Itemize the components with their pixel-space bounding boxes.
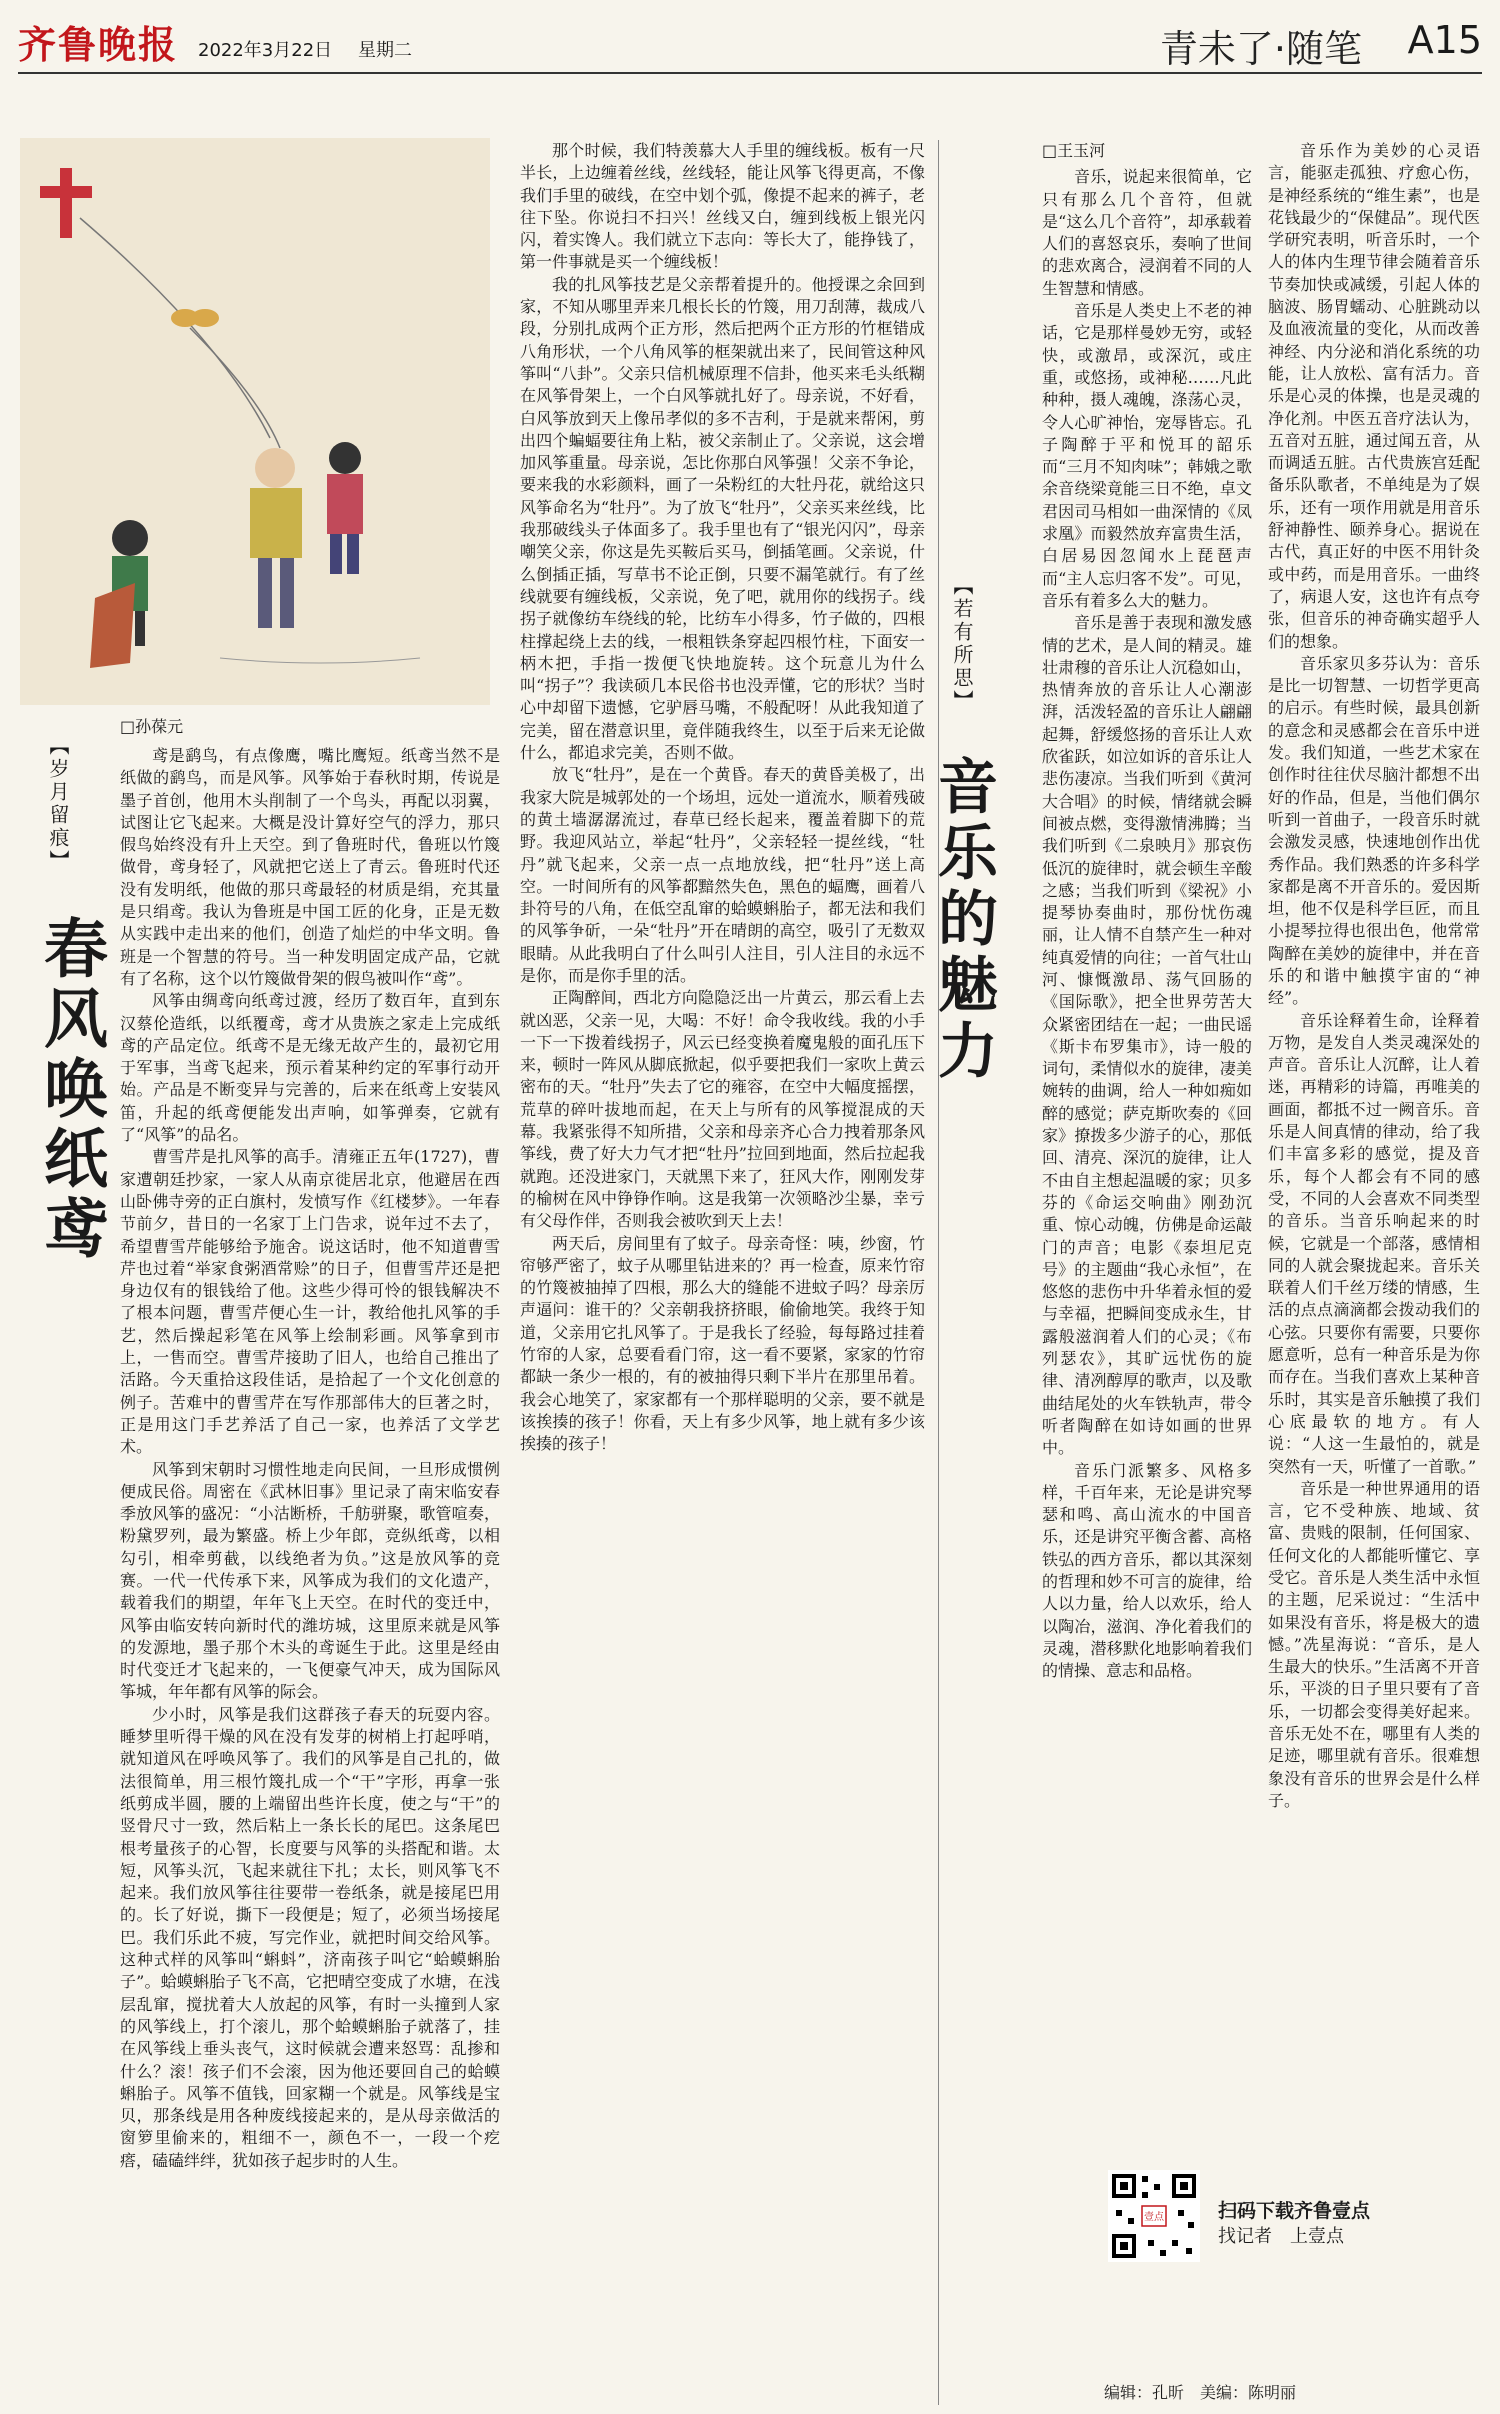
qr-reporter-label: 找记者 上壹点 bbox=[1218, 2226, 1344, 2247]
author-name: □孙葆元 bbox=[120, 717, 184, 736]
paragraph: 风筝到宋朝时习惯性地走向民间，一旦形成惯例便成民俗。周密在《武林旧事》里记录了南宋临安春季放风筝的盛况：“小沽断桥，千舫骈聚，歌管喧奏，粉黛罗列，最为繁盛。桥上少年郎，竞纵纸鸢，以相勾引，相牵剪截，以线绝者为负。”这是放风筝的竞赛。一代一代传承下来，风筝成为我们的文化遗产，载着我们的期望，年年飞上天空。在时代的变迁中，风筝由临安转向新时代的潍坊城，这里原来就是风筝的发源地，墨子那个木头的鸢诞生于此。这里是经由时代变迁才飞起来的，一飞便豪气冲天，成为国际风筝城，年年都有风筝的际会。 bbox=[120, 1459, 500, 1702]
article1-col1 bbox=[120, 745, 500, 2405]
editors-credit: 编辑：孔昕 美编：陈明丽 bbox=[1104, 2383, 1297, 2402]
column-divider bbox=[938, 140, 939, 2405]
paragraph: 两天后，房间里有了蚊子。母亲奇怪：咦，纱窗，竹帘够严密了，蚊子从哪里钻进来的？再一检查，原来竹帘的竹篾被抽掉了四根，那么大的缝能不进蚊子吗？母亲厉声逼问：谁干的？父亲朝我挤挤眼，偷偷地笑。我终于知道，父亲用它扎风筝了。于是我长了经验，每每路过挂着竹帘的人家，总要看看门帘，这一看不要紧，家家的竹帘都缺一条少一根的，有的被抽得只剩下半片在那里吊着。我会心地笑了，家家都有一个那样聪明的父亲，要不就是该挨揍的孩子！你看，天上有多少风筝，地上就有多少该挨揍的孩子！ bbox=[520, 1233, 925, 1454]
paragraph: 正陶醉间，西北方向隐隐泛出一片黄云，那云看上去就凶恶，父亲一见，大喝：不好！命令我收线。我的小手一下一下拨着线拐子，风云已经变换着魔鬼般的面孔压下来，顿时一阵风从脚底掀起，似乎要把我们一家吹上黄云密布的天。“牡丹”失去了它的雍容，在空中大幅度摇摆，荒草的碎叶拔地而起，在天上与所有的风筝搅混成的天幕。我紧张得不知所措，父亲和母亲齐心合力拽着那条风筝线，费了好大力气才把“牡丹”拉回到地面，然后拉起我就跑。还没进家门，天就黑下来了，狂风大作，刚刚发芽的榆树在风中铮铮作响。这是我第一次领略沙尘暴，幸亏有父母作伴，否则我会被吹到天上去！ bbox=[520, 988, 925, 1231]
page-header bbox=[18, 10, 1482, 70]
paragraph: 音乐诠释着生命，诠释着万物，是发自人类灵魂深处的声音。音乐让人沉醉，让人着迷，再精彩的诗篇，再唯美的画面，都抵不过一阙音乐。音乐是人间真情的律动，给了我们丰富多彩的感觉，提及音乐，每个人都会有不同的感受，不同的人会喜欢不同类型的音乐。当音乐响起来的时候，它就是一个部落，感情相同的人就会聚拢起来。音乐关联着人们千丝万缕的情感，生活的点点滴滴都会拨动我们的心弦。只要你有需要，只要你愿意听，总有一种音乐是为你而存在。当我们喜欢上某种音乐时，其实是音乐触摸了我们心底最软的地方。有人说：“人这一生最怕的，就是突然有一天，听懂了一首歌。” bbox=[1268, 1010, 1480, 1476]
qr-code-icon[interactable] bbox=[1108, 2170, 1200, 2262]
author-byline bbox=[120, 716, 500, 738]
article-title: 音乐的魅力 bbox=[928, 755, 998, 1085]
paragraph: 鸢是鹞鸟，有点像鹰，嘴比鹰短。纸鸢当然不是纸做的鹞鸟，而是风筝。风筝始于春秋时期，传说是墨子首创，他用木头削制了一个鸟头，再配以羽翼，试图让它飞起来。大概是没计算好空气的浮力，那只假鸟始终没有升上天空。到了鲁班时代，鲁班以竹篾做骨，鸢身轻了，风就把它送上了青云。鲁班时代还没有发明纸，他做的那只鸢最轻的材质是绢，充其量是只绢鸢。我认为鲁班是中国工匠的化身，正是无数从实践中走出来的他们，创造了灿烂的中华文明。鲁班是一个智慧的符号。当一种发明固定成产品，它就有了名称，这个以竹篾做骨架的假鸟被叫作“鸢”。 bbox=[120, 746, 500, 988]
article2-col2 bbox=[1268, 140, 1480, 2130]
qr-download-label: 扫码下载齐鲁壹点 bbox=[1218, 2200, 1371, 2222]
paragraph: 音乐是一种世界通用的语言，它不受种族、地域、贫富、贵贱的限制，任何国家、任何文化的人都能听懂它、享受它。音乐是人类生活中永恒的主题，尼采说过：“生活中如果没有音乐，将是极大的遗憾。”冼星海说：“音乐，是人生最大的快乐。”生活离不开音乐，平淡的日子里只要有了音乐，一切都会变得美好起来。音乐无处不在，哪里有人类的足迹，哪里就有音乐。很难想象没有音乐的世界会是什么样子。 bbox=[1268, 1478, 1480, 1810]
paragraph: 音乐，说起来很简单，它只有那么几个音符，但就是“这么几个音符”，却承载着人们的喜怒哀乐，奏响了世间的悲欢离合，浸润着不同的人生智慧和情感。 bbox=[1042, 167, 1252, 298]
issue-weekday: 星期二 bbox=[358, 40, 412, 61]
header-rule bbox=[18, 72, 1482, 74]
author-name: □王玉河 bbox=[1042, 141, 1106, 160]
paragraph: 音乐是善于表现和激发感情的艺术，是人间的精灵。雄壮肃穆的音乐让人沉稳如山，热情奔放的音乐让人心潮澎湃，活泼轻盈的音乐让人翩翩起舞，舒缓悠扬的音乐让人欢欣雀跃，如泣如诉的音乐让人悲伤凄凉。当我们听到《黄河大合唱》的时候，情绪就会瞬间被点燃，变得激情沸腾；当我们听到《二泉映月》那哀伤低沉的旋律时，就会顿生辛酸之感；当我们听到《梁祝》小提琴协奏曲时，那份忧伤魂丽，让人情不自禁产生一种对纯真爱情的向往；一首气壮山河、慷慨激昂、荡气回肠的《国际歌》，把全世界劳苦大众紧密团结在一起；一曲民谣《斯卡布罗集市》，诗一般的词句，柔情似水的旋律，凄美婉转的曲调，给人一种如痴如醉的感觉；萨克斯吹奏的《回家》撩拨多少游子的心，那低回、清亮、深沉的旋律，让人不由自主想起温暖的家；贝多芬的《命运交响曲》刚劲沉重、惊心动魄，仿佛是命运敲门的声音；电影《泰坦尼克号》的主题曲“我心永恒”，在悠悠的悲伤中升华着永恒的爱与幸福，把瞬间变成永生，甘露般滋润着人们的心灵；《布列瑟农》，其旷远忧伤的旋律、清冽醇厚的歌声，以及歌曲结尾处的火车铁轨声，带令听者陶醉在如诗如画的世界中。 bbox=[1042, 613, 1252, 1458]
paragraph: 音乐门派繁多、风格多样，千百年来，无论是讲究琴瑟和鸣、高山流水的中国音乐，还是讲究平衡含蓄、高格铁弘的西方音乐，都以其深刻的哲理和妙不可言的旋律，给人以力量，给人以欢乐，给人以陶冶，滋润、净化着我们的灵魂，潜移默化地影响着我们的情操、意志和品格。 bbox=[1042, 1460, 1252, 1681]
paragraph: 音乐家贝多芬认为：音乐是比一切智慧、一切哲学更高的启示。有些时候，最具创新的意念和灵感都会在音乐中迸发。我们知道，一些艺术家在创作时往往伏尽脑汁都想不出好的作品，但是，当他们偶尔听到一首曲子，一段音乐时就会激发灵感，快速地创作出优秀作品。我们熟悉的许多科学家都是离不开音乐的。爱因斯坦，他不仅是科学巨匠，而且小提琴拉得也很出色，他常常陶醉在美妙的旋律中，并在音乐的和谐中触摸宇宙的“神经”。 bbox=[1268, 653, 1480, 1008]
article1-col2 bbox=[520, 140, 925, 2405]
section-title: 青未了·随笔 bbox=[1159, 27, 1362, 71]
paragraph: 那个时候，我们特羡慕大人手里的缠线板。板有一尺半长，上边缠着丝线，丝线轻，能让风筝飞得更高，不像我们手里的破线，在空中划个弧，像提不起来的裤子，老往下坠。你说扫不扫兴！丝线又白，缠到线板上银光闪闪，着实馋人。我们就立下志向：等长大了，能挣钱了，第一件事就是买一个缠线板！ bbox=[520, 141, 925, 272]
qr-center-logo: 壹点 bbox=[1144, 2212, 1164, 2223]
column-tag: 【若有所思】 bbox=[950, 575, 974, 713]
column-tag: 【岁月留痕】 bbox=[46, 735, 70, 873]
newspaper-logo: 齐鲁晚报 bbox=[18, 22, 179, 67]
paragraph: 音乐是人类史上不老的神话，它是那样曼妙无穷，或轻快，或激昂，或深沉，或庄重，或悠扬，或神秘……凡此种种，摄人魂魄，涤荡心灵，令人心旷神怡，宠辱皆忘。孔子陶醉于平和悦耳的韶乐而“三月不知肉味”；韩娥之歌余音绕梁竟能三日不绝，卓文君因司马相如一曲深情的《凤求凰》而毅然放弃富贵生活，白居易因忽闻水上琵琶声而“主人忘归客不发”。可见，音乐有着多么大的魅力。 bbox=[1042, 301, 1252, 610]
article2-col1 bbox=[1042, 140, 1252, 2140]
paragraph: 曹雪芹是扎风筝的高手。清雍正五年(1727)，曹家遭朝廷抄家，一家人从南京徙居北京，他避居在西山卧佛寺旁的正白旗村，发愤写作《红楼梦》。一年春节前夕，昔日的一名家丁上门告求，说年过不去了，希望曹雪芹能够给予施舍。说这话时，他不知道曹雪芹也过着“举家食粥酒常赊”的日子，但曹雪芹还是把身边仅有的银钱给了他。这些少得可怜的银钱解决不了根本问题，曹雪芹便心生一计，教给他扎风筝的手艺，然后操起彩笔在风筝上绘制彩画。风筝拿到市上，一售而空。曹雪芹接助了旧人，也给自己推出了活路。今天重拾这段佳话，是拾起了一个文化创意的例子。苦难中的曹雪芹在写作那部伟大的巨著之时，正是用这门手艺养活了自己一家，也养活了文学艺术。 bbox=[120, 1147, 500, 1457]
kite-illustration bbox=[20, 138, 490, 705]
paragraph: 放飞“牡丹”，是在一个黄昏。春天的黄昏美极了，出我家大院是城郭处的一个场坦，远处一道流水，顺着残破的黄土墙潺潺流过，春草已经长起来，覆盖着脚下的荒野。我迎风站立，举起“牡丹”，父亲轻轻一提丝线，“牡丹”就飞起来，父亲一点一点地放线，把“牡丹”送上高空。一时间所有的风筝都黯然失色，黑色的蝠鹰，画着八卦符号的八角，在低空乱窜的蛤蟆蝌胎子，都无法和我们的风筝争斫，一朵“牡丹”开在晴朗的高空，吸引了无数双眼睛。从此我明白了什么叫引人注目，引人注目的永远不是你，而是你手里的活。 bbox=[520, 765, 925, 985]
page-number: A15 bbox=[1407, 18, 1482, 62]
paragraph: 音乐作为美妙的心灵语言，能驱走孤独、疗愈心伤，是神经系统的“维生素”，也是花钱最少的“保健品”。现代医学研究表明，听音乐时，一个人的体内生理节律会随着音乐节奏加快或减缓，引起人体的脑波、肠胃蠕动、心脏跳动以及血液流量的变化，从而改善神经、内分泌和消化系统的功能，让人放松、富有活力。音乐是心灵的体操，也是灵魂的净化剂。中医五音疗法认为，五音对五脏，通过闻五音，从而调适五脏。古代贵族宫廷配备乐队歌者，不单纯是为了娱乐，还有一项作用就是用音乐舒神静性、颐养身心。据说在古代，真正好的中医不用针灸或中药，而是用音乐。一曲终了，病退人安，这也许有点夸张，但音乐的神奇确实超乎人们的想象。 bbox=[1268, 141, 1480, 651]
article-title: 春风唤纸鸢 bbox=[33, 915, 108, 1265]
paragraph: 风筝由绸鸢向纸鸢过渡，经历了数百年，直到东汉蔡伦造纸，以纸覆鸢，鸢才从贵族之家走上完成纸鸢的产品定位。纸鸢不是无缘无故产生的，最初它用于军事，当鸢飞起来，预示着某种约定的军事行动开始。产品是不断变异与完善的，后来在纸鸢上安装风笛，升起的纸鸢便能发出声响，如筝弹奏，它就有了“风筝”的品名。 bbox=[120, 991, 500, 1145]
issue-date: 2022年3月22日 bbox=[198, 40, 333, 61]
paragraph: 我的扎风筝技艺是父亲帮着提升的。他授课之余回到家，不知从哪里弄来几根长长的竹篾，用刀刮薄，裁成八段，分别扎成两个正方形，然后把两个正方形的竹框错成八角形状，一个八角风筝的框架就出来了，民间管这种风筝叫“八卦”。父亲只信机械原理不信卦，他买来毛头纸糊在风筝骨架上，一个白风筝就扎好了。母亲说，不好看，白风筝放到天上像吊孝似的多不吉利，于是就来帮闲，剪出四个蝙蝠要往角上粘，被父亲制止了。父亲说，这会增加风筝重量。母亲说，怎比你那白风筝强！父亲不争论，要来我的水彩颜料，画了一朵粉红的大牡丹花，就给这只风筝命名为“牡丹”。为了放飞“牡丹”，父亲买来丝线，比我那破线头子体面多了。我手里也有了“银光闪闪”，母亲嘲笑父亲，你这是先买鞍后买马，倒插笔画。父亲说，什么倒插正插，写草书不论正倒，只要不漏笔就行。有了丝线就要有缠线板，父亲说，免了吧，就用你的线拐子。线拐子就像纺车绕线的轮，比纺车小得多，竹子做的，四根柱撑起绕上去的线，一根粗铁条穿起四根竹柱，下面安一柄木把，手指一拨便飞快地旋转。这个玩意儿为什么叫“拐子”？我读硕几本民俗书也没弄懂，它的形状？当时心中却留下遗憾，它驴唇马嘴，不般配呀！从此我知道了完美，留在潜意识里，竟伴随我终生，以至于后来无论做什么，都追求完美，否则不做。 bbox=[520, 274, 925, 763]
paragraph: 少小时，风筝是我们这群孩子春天的玩耍内容。睡梦里听得干燥的风在没有发芽的树梢上打起呼哨，就知道风在呼唤风筝了。我们的风筝是自己扎的，做法很简单，用三根竹篾扎成一个“干”字形，再拿一张纸剪成半圆，腰的上端留出些许长度，使之与“干”的竖骨尺寸一致，然后粘上一条长长的尾巴。这条尾巴根考量孩子的心智，长度要与风筝的头搭配和谐。太短，风筝头沉，飞起来就往下扎；太长，则风筝飞不起来。我们放风筝往往要带一卷纸条，就是接尾巴用的。长了好说，撕下一段便是；短了，必须当场接尾巴。我们乐此不疲，写完作业，就把时间交给风筝。这种式样的风筝叫“蝌蚪”，济南孩子叫它“蛤蟆蝌胎子”。蛤蟆蝌胎子飞不高，它把晴空变成了水塘，在浅层乱窜，搅扰着大人放起的风筝，有时一头撞到人家的风筝线上，打个滚儿，那个蛤蟆蝌胎子就落了，挂在风筝线上垂头丧气，这时候就会遭来怒骂：乱掺和什么？滚！孩子们不会滚，因为他还要回自己的蛤蟆蝌胎子。风筝不值钱，回家糊一个就是。风筝线是宝贝，那条线是用各种废线接起来的，是从母亲做活的窗箩里偷来的，粗细不一，颜色不一，一段一个疙瘩，磕磕绊绊，犹如孩子起步时的人生。 bbox=[120, 1704, 500, 2170]
